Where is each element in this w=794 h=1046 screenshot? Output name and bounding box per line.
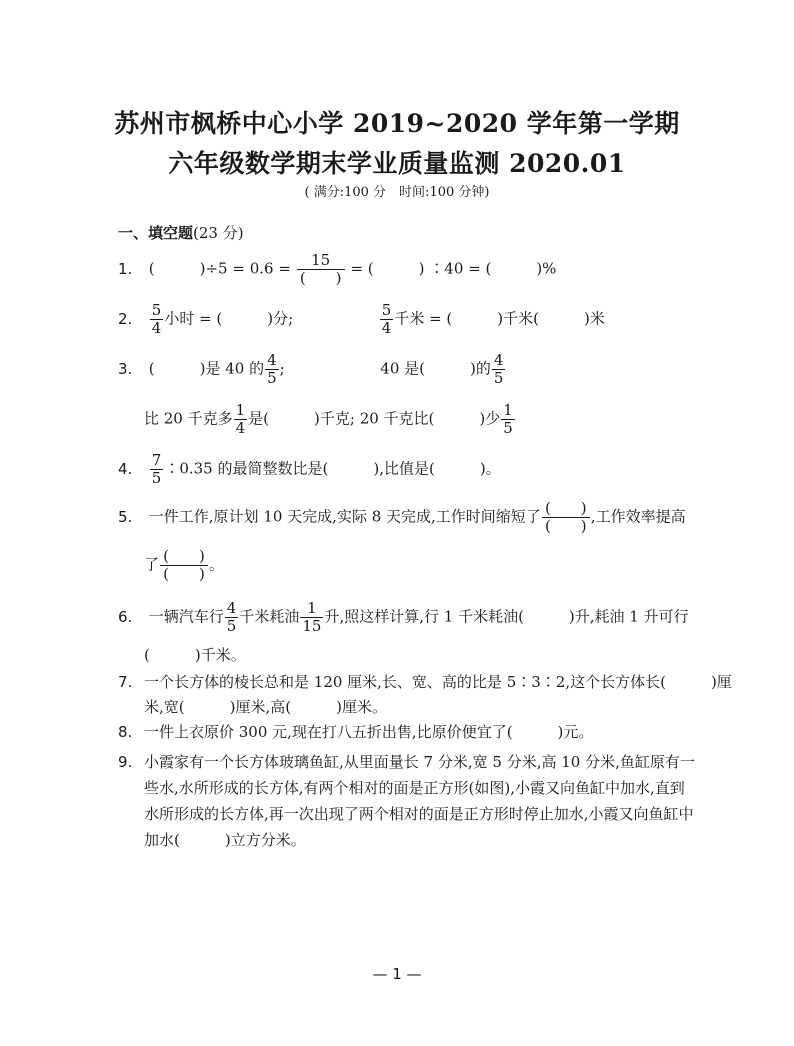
q3-fraction-2: $\frac{4}{5}$ [493,351,504,387]
q9-line-3: 水所形成的长方体,再一次出现了两个相对的面是正方形时停止加水,小霞又向鱼缸中 [144,805,694,823]
section-label: 一、填空题 [118,224,194,242]
question-3-continued [118,402,516,437]
q9-line-4: 加水( )立方分米。 [144,831,306,849]
q3-part-b: 40 是( )的 [380,359,491,378]
q9-line-1: 小霞家有一个长方体玻璃鱼缸,从里面量长 7 分米,宽 5 分米,高 10 分米,鱼缸原有一 [144,753,695,771]
q3-fraction-3: $\frac{1}{4}$ [235,401,246,437]
q3-fraction-4: $\frac{1}{5}$ [503,401,513,437]
q3-fraction-1: $\frac{4}{5}$ [267,351,277,387]
question-number: 2. [118,309,133,328]
question-number: 1. [118,259,133,278]
q5-part-b: ,工作效率提高 [590,507,686,526]
q6-part-d: ( )千米。 [144,646,246,664]
q3-part-d: 是( )千克; 20 千克比( )少 [248,409,501,428]
q6-fraction-2: $\frac{1}{15}$ [302,599,322,635]
question-number: 5. [118,507,133,526]
q6-part-b: 千米耗油 [239,607,300,626]
q3-semicolon: ; [279,359,285,378]
q8-text: 一件上衣原价 300 元,现在打八五折出售,比原价便宜了( )元。 [144,723,594,741]
q1-fraction: $\frac{15}{( )}$ [297,252,345,287]
question-4 [118,452,501,487]
q4-text: ∶0.35 的最简整数比是( ),比值是( )。 [164,459,501,478]
score-time-info: ( 满分:100 分 时间:100 分钟) [304,185,490,200]
exam-title: 苏州市枫桥中心小学 2019~2020 学年第一学期 [114,109,680,138]
q9-line-2: 些水,水所形成的长方体,有两个相对的面是正方形(如图),小霞又向鱼缸中加水,直到 [144,779,685,797]
page-number: — 1 — [372,965,422,983]
question-3 [118,352,506,387]
q4-fraction: $\frac{7}{5}$ [151,451,162,487]
section-heading [118,222,244,243]
q2-part-a: 小时 = ( )分; [164,309,294,328]
question-5-continued [118,548,224,583]
q5-part-d: 。 [209,555,225,574]
question-number: 8. [118,723,133,741]
q7-line-2: 米,宽( )厘米,高( )厘米。 [144,698,387,716]
q5-part-a: 一件工作,原计划 10 天完成,实际 8 天完成,工作时间缩短了 [148,507,541,526]
question-2 [118,302,605,337]
q3-part-c: 比 20 千克多 [144,409,233,428]
question-number: 4. [118,459,133,478]
q5-part-c: 了 [144,555,160,574]
question-9 [118,749,695,853]
q7-line-1: 一个长方体的棱长总和是 120 厘米,长、宽、高的比是 5∶3∶2,这个长方体长( )厘 [144,673,732,691]
q2-fraction-2: $\frac{5}{4}$ [381,301,392,337]
question-6-continued [118,645,246,665]
q1-part-a: ( )÷5 = 0.6 = [148,259,291,278]
question-number: 9. [118,753,133,771]
question-6 [118,600,689,635]
section-score: (23 分) [193,224,244,242]
q3-part-a: ( )是 40 的 [148,359,265,378]
question-number: 3. [118,359,133,378]
question-5 [118,500,686,535]
question-number: 7. [118,673,133,691]
question-1 [118,252,556,287]
q6-part-a: 一辆汽车行 [148,607,224,626]
q2-fraction-1: $\frac{5}{4}$ [151,301,162,337]
question-7 [118,670,732,720]
exam-subtitle-title: 六年级数学期末学业质量监测 2020.01 [168,149,626,178]
q2-part-b: 千米 = ( )千米( )米 [394,309,605,328]
q6-fraction-1: $\frac{4}{5}$ [226,599,237,635]
q6-part-c: 升,照这样计算,行 1 千米耗油( )升,耗油 1 升可行 [324,607,689,626]
question-8 [118,720,674,745]
q5-fraction-1: $\frac{( )}{( )}$ [542,500,590,535]
question-number: 6. [118,607,133,626]
q1-part-b: = ( ) ∶40 = ( )% [350,259,557,278]
q5-fraction-2: $\frac{( )}{( )}$ [160,548,208,583]
